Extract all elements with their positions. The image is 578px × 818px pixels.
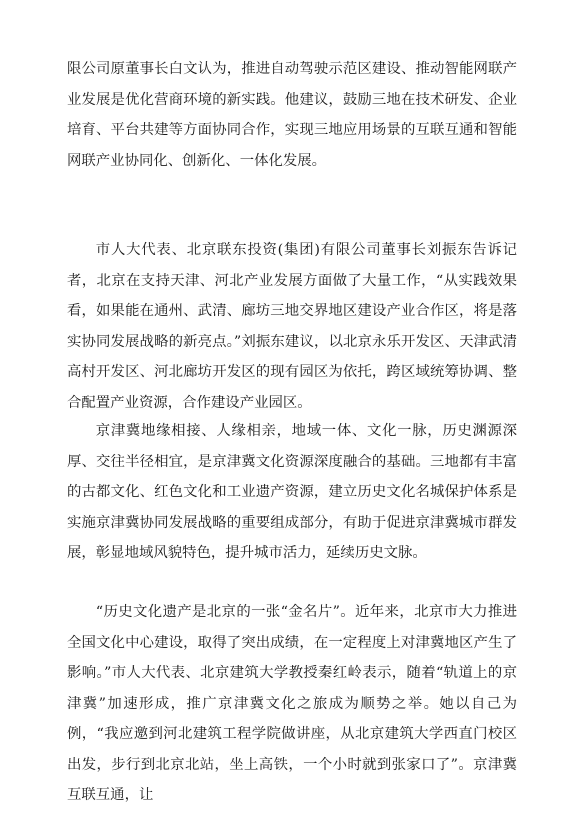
paragraph-1: 限公司原董事长白文认为，推进自动驾驶示范区建设、推动智能网联产业发展是优化营商环境的新实践。他建议，鼓励三地在技术研发、企业培育、平台共建等方面协同合作，实现三地应用场景的互联互通和智能网联产业协同化、创新化、一体化发展。 xyxy=(67,61,517,169)
paragraph-4: “历史文化遗产是北京的一张“金名片”。近年来，北京市大力推进全国文化中心建设，取得了突出成绩，在一定程度上对津冀地区产生了影响。”市人大代表、北京建筑大学教授秦红岭表示，随着“轨道上的京津冀”加速形成，推广京津冀文化之旅成为顺势之举。她以自己为例，“我应邀到河北建筑工程学院做讲座，从北京建筑大学西直门校区出发，步行到北京北站，坐上高铁，一个小时就到张家口了”。京津冀互联互通，让 xyxy=(67,604,517,803)
paragraph-2: 市人大代表、北京联东投资(集团)有限公司董事长刘振东告诉记者，北京在支持天津、河北产业发展方面做了大量工作，“从实践效果看，如果能在通州、武清、廊坊三地交界地区建设产业合作区，将是落实协同发展战略的新亮点。”刘振东建议，以北京永乐开发区、天津武清高村开发区、河北廊坊开发区的现有园区为依托，跨区域统筹协调、整合配置产业资源，合作建设产业园区。 xyxy=(67,242,517,411)
paragraph-3: 京津冀地缘相接、人缘相亲，地域一体、文化一脉，历史渊源深厚、交往半径相宜，是京津冀文化资源深度融合的基础。三地都有丰富的古都文化、红色文化和工业遗产资源，建立历史文化名城保护体系是实施京津冀协同发展战略的重要组成部分，有助于促进京津冀城市群发展，彰显地域风貌特色，提升城市活力，延续历史文脉。 xyxy=(67,423,517,561)
